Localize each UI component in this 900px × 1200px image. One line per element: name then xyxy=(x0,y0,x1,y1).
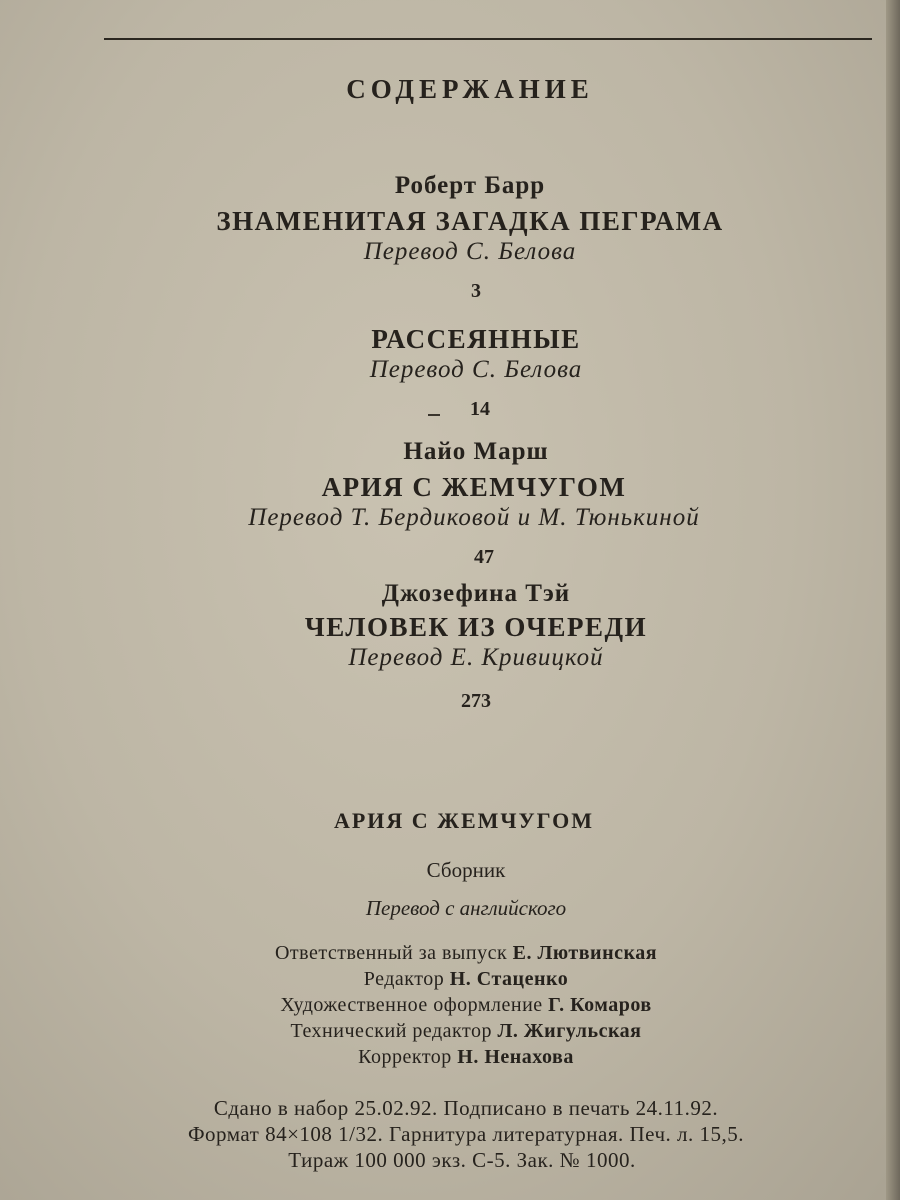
credit-role: Технический редактор xyxy=(290,1020,492,1042)
publishing-line: Формат 84×108 1/32. Гарнитура литературная. Печ. л. 15,5. xyxy=(187,1122,745,1146)
entry-translator: Перевод Т. Бердиковой и М. Тюнькиной xyxy=(248,504,700,531)
credit-name: Н. Стаценко xyxy=(449,968,569,990)
credit-name: Г. Комаров xyxy=(548,994,652,1016)
entry-page-number: 273 xyxy=(461,690,491,712)
entry-page-number: 3 xyxy=(471,280,481,302)
entry-title: ЗНАМЕНИТАЯ ЗАГАДКА ПЕГРАМА xyxy=(216,206,724,236)
credit-role: Художественное оформление xyxy=(280,994,543,1016)
credit-line xyxy=(16,942,900,965)
entry-translator: Перевод С. Белова xyxy=(369,356,583,383)
credit-line xyxy=(16,994,900,1017)
entry-author: Найо Марш xyxy=(403,438,549,465)
credit-line xyxy=(16,1046,900,1069)
entry-author: Роберт Барр xyxy=(394,172,546,199)
imprint-translation-note: Перевод с английского xyxy=(365,896,567,920)
toc-heading: СОДЕРЖАНИЕ xyxy=(346,74,594,104)
credit-name: Н. Ненахова xyxy=(457,1046,574,1068)
credit-role: Редактор xyxy=(363,968,445,990)
entry-title: АРИЯ С ЖЕМЧУГОМ xyxy=(321,472,627,502)
credit-name: Е. Лютвинская xyxy=(512,942,658,964)
credit-role: Ответственный за выпуск xyxy=(274,942,508,964)
publishing-line: Сдано в набор 25.02.92. Подписано в печать 24.11.92. xyxy=(213,1096,719,1120)
credit-line xyxy=(16,1020,900,1043)
credit-role: Корректор xyxy=(358,1046,452,1068)
publishing-line: Тираж 100 000 экз. С-5. Зак. № 1000. xyxy=(288,1148,636,1172)
entry-translator: Перевод С. Белова xyxy=(363,238,577,265)
entry-author: Джозефина Тэй xyxy=(381,580,571,607)
credit-name: Л. Жигульская xyxy=(497,1020,642,1042)
credit-line xyxy=(16,968,900,991)
entry-title: ЧЕЛОВЕК ИЗ ОЧЕРЕДИ xyxy=(304,612,648,642)
imprint-book-title: АРИЯ С ЖЕМЧУГОМ xyxy=(333,808,595,833)
imprint-type: Сборник xyxy=(426,858,506,882)
entry-translator: Перевод Е. Кривицкой xyxy=(348,644,604,671)
top-rule xyxy=(104,38,872,40)
entry-title: РАССЕЯННЫЕ xyxy=(371,324,581,354)
entry-page-number: 14 xyxy=(470,398,490,420)
entry-page-number: 47 xyxy=(474,546,494,568)
